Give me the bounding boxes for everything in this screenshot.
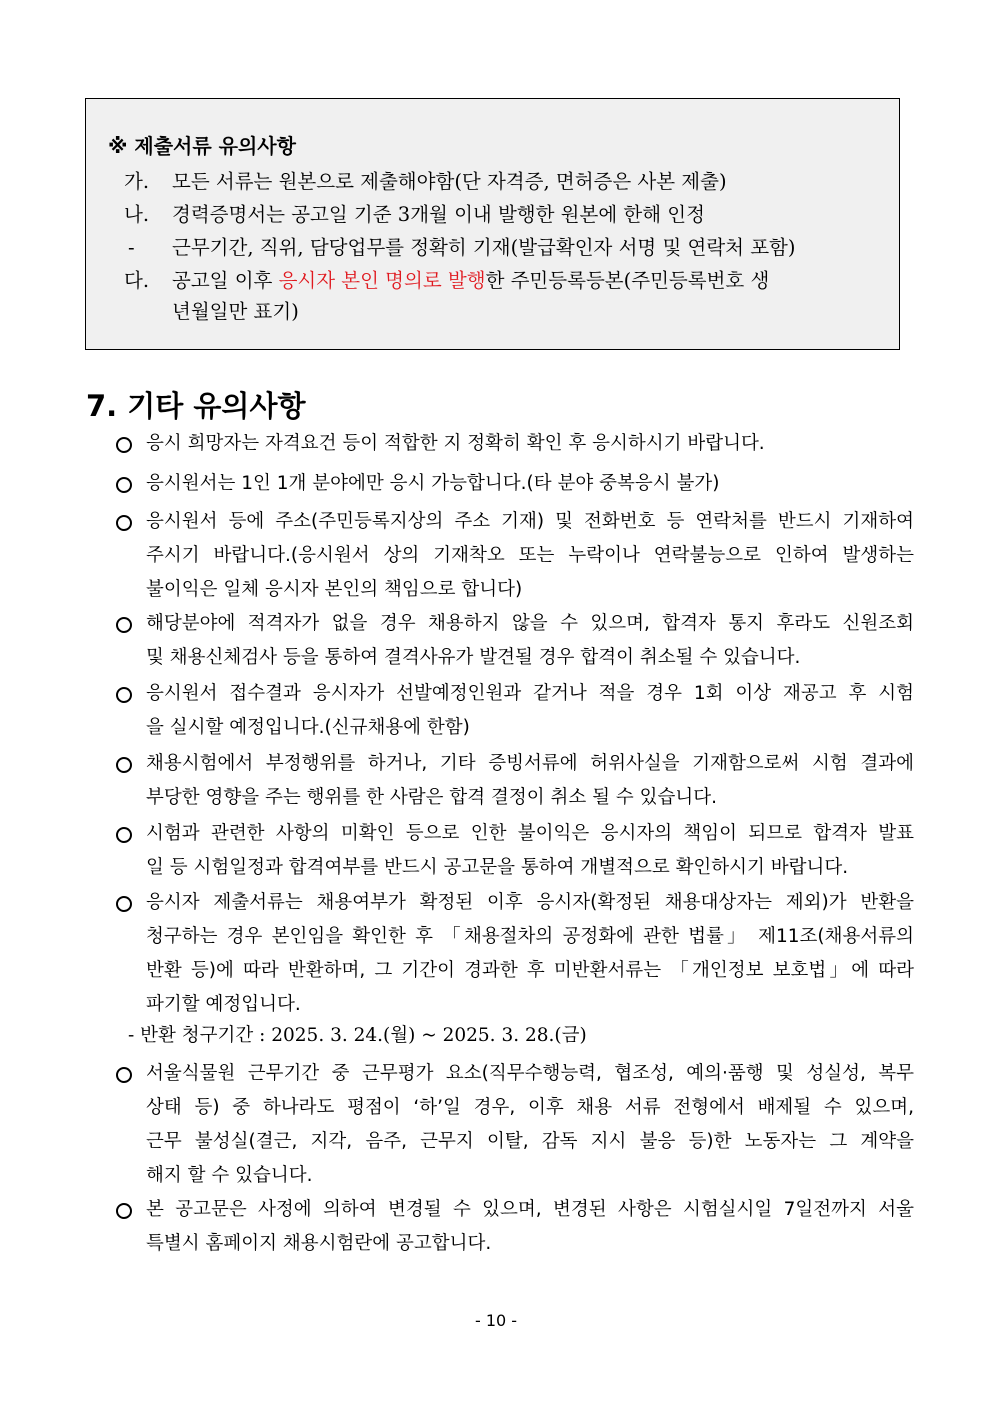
list-item: 해당분야에 적격자가 없을 경우 채용하지 않을 수 있으며, 합격자 통지 후라도 신원조회 및 채용신체검사 등을 통하여 결격사유가 발견될 경우 합격이 취소될 수 있습니다. (114, 607, 914, 675)
notice-line-na (124, 199, 894, 227)
circle-bullet-icon (116, 687, 132, 703)
list-item: 응시원서는 1인 1개 분야에만 응시 가능합니다.(타 분야 중복응시 불가) (114, 467, 914, 501)
circle-bullet-icon (116, 515, 132, 531)
notice-text: 한 주민등록등본(주민등록번호 생 (485, 269, 770, 292)
notice-text: 년월일만 표기) (172, 300, 299, 323)
circle-bullet-icon (116, 1067, 132, 1083)
list-item: 본 공고문은 사정에 의하여 변경될 수 있으며, 변경된 사항은 시험실시일 7일전까지 서울 특별시 홈페이지 채용시험란에 공고합니다. (114, 1193, 914, 1261)
notice-line-da (124, 265, 894, 293)
notice-text: 공고일 이후 (172, 269, 279, 292)
notice-text: 근무기간, 직위, 담당업무를 정확히 기재(발급확인자 서명 및 연락처 포함) (172, 236, 796, 259)
section-title: 7. 기타 유의사항 (86, 389, 306, 423)
list-item: 응시원서 접수결과 응시자가 선발예정인원과 같거나 적을 경우 1회 이상 재공고 후 시험 을 실시할 예정입니다.(신규채용에 한함) (114, 677, 914, 745)
circle-bullet-icon (116, 477, 132, 493)
notice-line-dash (128, 232, 898, 260)
circle-bullet-icon (116, 757, 132, 773)
circle-bullet-icon (116, 827, 132, 843)
list-item: 시험과 관련한 사항의 미확인 등으로 인한 불이익은 응시자의 책임이 되므로 합격자 발표 일 등 시험일정과 합격여부를 반드시 공고문을 통하여 개별적으로 확인하시기 바랍니다. (114, 817, 914, 885)
notice-marker: 가. (124, 170, 150, 193)
notice-text-highlight: 응시자 본인 명의로 발행 (278, 269, 486, 292)
circle-bullet-icon (116, 896, 132, 912)
notice-text: 모든 서류는 원본으로 제출해야함(단 자격증, 면허증은 사본 제출) (172, 170, 727, 193)
notice-line-da-cont (172, 296, 942, 324)
circle-bullet-icon (116, 1203, 132, 1219)
return-period: - 반환 청구기간 : 2025. 3. 24.(월) ~ 2025. 3. 28.(금) (128, 1025, 587, 1046)
list-item: 채용시험에서 부정행위를 하거나, 기타 증빙서류에 허위사실을 기재함으로써 시험 결과에 부당한 영향을 주는 행위를 한 사람은 합격 결정이 취소 될 수 있습니다. (114, 747, 914, 815)
notice-box-title: ※ 제출서류 유의사항 (108, 134, 296, 158)
circle-bullet-icon (116, 437, 132, 453)
notice-marker: 다. (124, 269, 150, 292)
list-item: 응시원서 등에 주소(주민등록지상의 주소 기재) 및 전화번호 등 연락처를 반드시 기재하여 주시기 바랍니다.(응시원서 상의 기재착오 또는 누락이나 연락불능으로 인하여 발생하는 불이익은 일체 응시자 본인의 책임으로 합니다) (114, 505, 914, 607)
circle-bullet-icon (116, 617, 132, 633)
page-number: - 10 - (474, 1311, 518, 1330)
list-item: 응시자 제출서류는 채용여부가 확정된 이후 응시자(확정된 채용대상자는 제외)가 반환을 청구하는 경우 본인임을 확인한 후 「채용절차의 공정화에 관한 법률」 제11조(채용서류의 반환 등)에 따라 반환하며, 그 기간이 경과한 후 미반환서류는 「개인정보 보호법」에 따라 파기할 예정입니다. (114, 886, 914, 1022)
notice-marker: 나. (124, 203, 150, 226)
notice-line-ga (124, 166, 894, 194)
notice-text: 경력증명서는 공고일 기준 3개월 이내 발행한 원본에 한해 인정 (172, 203, 705, 226)
list-item: 응시 희망자는 자격요건 등이 적합한 지 정확히 확인 후 응시하시기 바랍니다. (114, 427, 914, 461)
list-item: 서울식물원 근무기간 중 근무평가 요소(직무수행능력, 협조성, 예의·품행 및 성실성, 복무 상태 등) 중 하나라도 평점이 ‘하’일 경우, 이후 채용 서류 전형에서 배제될 수 있으며, 근무 불성실(결근, 지각, 음주, 근무지 이탈, 감독 지시 불응 등)한 노동자는 그 계약을 해지 할 수 있습니다. (114, 1057, 914, 1193)
notice-marker: - (128, 236, 135, 259)
